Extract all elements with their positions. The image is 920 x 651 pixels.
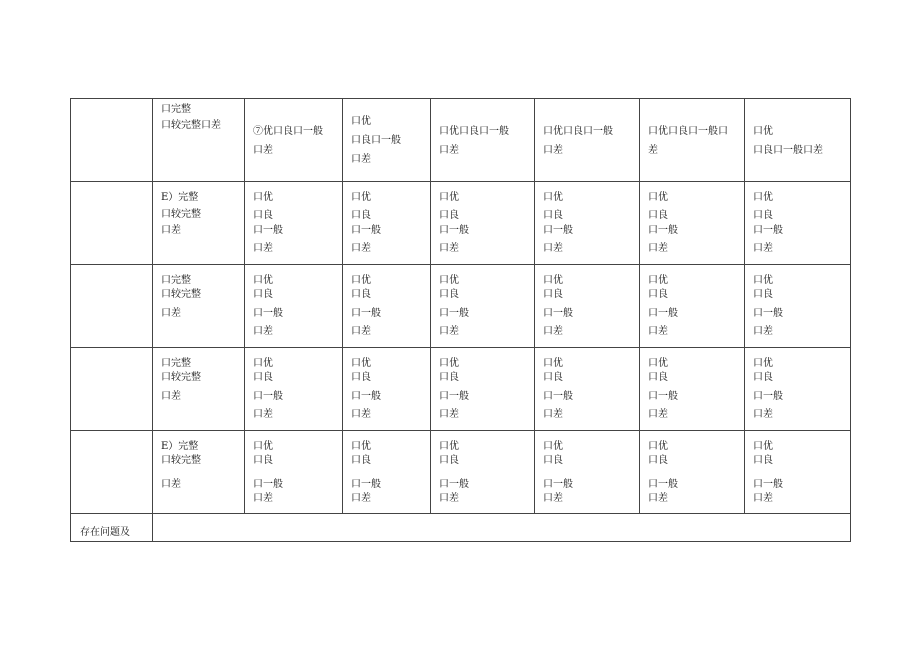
table-border-vertical	[152, 98, 153, 542]
rating-cell	[351, 98, 429, 181]
cell-line: 口良口一般	[351, 135, 401, 146]
cell-line: 口差	[253, 145, 273, 156]
cell-line: 口良	[543, 210, 563, 221]
cell-line: 口良	[253, 210, 273, 221]
rating-cell	[753, 98, 849, 181]
cell-line: 口一般	[253, 479, 283, 490]
cell-line: 口一般	[253, 225, 283, 236]
cell-line: 口优	[753, 126, 773, 137]
rating-cell	[439, 347, 533, 430]
cell-line: 口差	[253, 326, 273, 337]
cell-line: 口一般	[253, 308, 283, 319]
cell-line: 口一般	[648, 225, 678, 236]
cell-line: 口差	[648, 409, 668, 420]
cell-line: 口优	[351, 116, 371, 127]
cell-line: 口优	[648, 275, 668, 286]
rating-cell	[753, 347, 849, 430]
cell-line: 口优	[753, 275, 773, 286]
cell-line: 口差	[161, 391, 181, 402]
cell-line: 口优	[253, 275, 273, 286]
cell-line: 口优	[351, 441, 371, 452]
cell-line: 口良	[648, 289, 668, 300]
cell-line: 口优	[753, 358, 773, 369]
rating-cell	[648, 347, 743, 430]
cell-line: 口较完整	[161, 289, 201, 300]
rating-cell	[543, 347, 638, 430]
table-border-vertical	[534, 98, 535, 513]
completeness-cell	[161, 264, 241, 347]
rating-cell	[648, 430, 743, 513]
cell-line: 口一般	[753, 308, 783, 319]
cell-line: 口差	[253, 409, 273, 420]
table-border-vertical	[244, 98, 245, 513]
rating-cell	[648, 264, 743, 347]
cell-line: 口差	[648, 243, 668, 254]
cell-line: 口一般	[351, 391, 381, 402]
cell-line: 口良	[648, 210, 668, 221]
cell-line: 口差	[439, 145, 459, 156]
cell-line: 口差	[648, 326, 668, 337]
cell-line: 口一般	[753, 225, 783, 236]
cell-line: 口一般	[753, 479, 783, 490]
rating-cell	[753, 264, 849, 347]
cell-line: 口差	[543, 145, 563, 156]
cell-line: 口优	[253, 192, 273, 203]
cell-line: 口差	[543, 326, 563, 337]
cell-line: 差	[648, 145, 658, 156]
cell-line: 口良	[351, 372, 371, 383]
rating-cell	[439, 98, 533, 181]
cell-line: 口一般	[439, 479, 469, 490]
cell-line: 口一般	[543, 479, 573, 490]
table-border-vertical	[639, 98, 640, 513]
rating-cell	[543, 181, 638, 264]
cell-line: 口优	[351, 275, 371, 286]
cell-line: 口差	[161, 225, 181, 236]
cell-line: 口优	[543, 275, 563, 286]
cell-line: 口一般	[351, 308, 381, 319]
cell-line: 口优	[351, 192, 371, 203]
rating-cell	[648, 98, 743, 181]
cell-line: 口优	[439, 358, 459, 369]
table-border-horizontal	[70, 541, 851, 542]
cell-line: 口优	[648, 192, 668, 203]
cell-line: 口差	[439, 243, 459, 254]
cell-line: 口优口良口一般	[439, 126, 509, 137]
cell-line: 口差	[439, 409, 459, 420]
rating-cell	[439, 430, 533, 513]
cell-line: 口良	[439, 289, 459, 300]
cell-line: 口良	[543, 455, 563, 466]
cell-line: 口一般	[543, 308, 573, 319]
cell-line: 口良	[253, 289, 273, 300]
cell-line: 口良	[439, 210, 459, 221]
cell-line: 口良	[753, 455, 773, 466]
cell-line: E）完整	[161, 441, 199, 452]
rating-cell	[351, 347, 429, 430]
cell-line: 口差	[161, 479, 181, 490]
rating-cell	[543, 264, 638, 347]
cell-line: 口差	[543, 493, 563, 504]
cell-line: ⑦优口良口一般	[253, 126, 323, 137]
cell-line: 口良	[253, 455, 273, 466]
table-border-vertical	[70, 98, 71, 542]
cell-line: 口差	[351, 326, 371, 337]
cell-line: 口一般	[439, 308, 469, 319]
cell-line: 口良	[543, 372, 563, 383]
rating-cell	[351, 430, 429, 513]
rating-cell	[351, 264, 429, 347]
cell-line: 口优	[648, 358, 668, 369]
cell-line: 口差	[543, 243, 563, 254]
cell-line: 口差	[648, 493, 668, 504]
cell-line: 口优	[543, 358, 563, 369]
cell-line: 口一般	[351, 479, 381, 490]
cell-line: 口差	[753, 326, 773, 337]
completeness-cell	[161, 98, 241, 181]
cell-line: 口优	[351, 358, 371, 369]
rating-cell	[253, 264, 341, 347]
cell-line: 口较完整	[161, 209, 201, 220]
cell-line: 口良	[351, 455, 371, 466]
table-border-vertical	[342, 98, 343, 513]
cell-line: 口优	[753, 192, 773, 203]
cell-line: 口差	[161, 308, 181, 319]
cell-line: 口差	[753, 409, 773, 420]
cell-line: 口一般	[351, 225, 381, 236]
cell-line: 口良	[439, 455, 459, 466]
table-border-horizontal	[70, 513, 851, 514]
table-border-vertical	[430, 98, 431, 513]
cell-line: 口差	[439, 326, 459, 337]
rating-cell	[253, 98, 341, 181]
cell-line: 口良	[543, 289, 563, 300]
cell-line: 口优	[648, 441, 668, 452]
cell-line: 口差	[351, 493, 371, 504]
cell-line: 口优	[439, 192, 459, 203]
cell-line: 口差	[351, 154, 371, 165]
rating-cell	[648, 181, 743, 264]
cell-line: 口一般	[439, 391, 469, 402]
rating-cell	[439, 264, 533, 347]
rating-cell	[753, 430, 849, 513]
cell-line: 口较完整口差	[161, 120, 221, 131]
cell-line: 口良	[753, 289, 773, 300]
rating-cell	[543, 98, 638, 181]
cell-line: 口良	[351, 210, 371, 221]
completeness-cell	[161, 347, 241, 430]
cell-line: 口差	[439, 493, 459, 504]
cell-line: 口一般	[648, 391, 678, 402]
rating-cell	[543, 430, 638, 513]
cell-line: 口差	[253, 243, 273, 254]
completeness-cell	[161, 430, 241, 513]
rating-cell	[439, 181, 533, 264]
rating-cell	[253, 347, 341, 430]
cell-line: 口一般	[648, 479, 678, 490]
cell-line: 口一般	[543, 391, 573, 402]
cell-line: 口优	[753, 441, 773, 452]
cell-line: 口一般	[439, 225, 469, 236]
cell-line: 口差	[253, 493, 273, 504]
table-border-vertical	[850, 98, 851, 542]
cell-line: 口优	[439, 275, 459, 286]
cell-line: 口一般	[753, 391, 783, 402]
table-border-vertical	[744, 98, 745, 513]
cell-line: E）完整	[161, 192, 199, 203]
cell-line: 口良	[253, 372, 273, 383]
footer-label: 存在问题及	[80, 527, 130, 538]
cell-line: 口差	[753, 243, 773, 254]
cell-line: 口差	[753, 493, 773, 504]
cell-line: 口良	[753, 372, 773, 383]
completeness-cell	[161, 181, 241, 264]
cell-line: 口良	[439, 372, 459, 383]
cell-line: 口良	[648, 372, 668, 383]
cell-line: 口优口良口一般	[543, 126, 613, 137]
cell-line: 口一般	[648, 308, 678, 319]
cell-line: 口优	[543, 441, 563, 452]
cell-line: 口良口一般口差	[753, 145, 823, 156]
rating-cell	[351, 181, 429, 264]
cell-line: 口差	[351, 243, 371, 254]
cell-line: 口优	[253, 441, 273, 452]
rating-cell	[753, 181, 849, 264]
cell-line: 口完整	[161, 275, 191, 286]
cell-line: 口良	[753, 210, 773, 221]
cell-line: 口优	[253, 358, 273, 369]
cell-line: 口差	[543, 409, 563, 420]
cell-line: 口一般	[253, 391, 283, 402]
cell-line: 口较完整	[161, 455, 201, 466]
cell-line: 口完整	[161, 104, 191, 115]
cell-line: 口完整	[161, 358, 191, 369]
cell-line: 口优	[543, 192, 563, 203]
cell-line: 口较完整	[161, 372, 201, 383]
cell-line: 口差	[351, 409, 371, 420]
cell-line: 口优	[439, 441, 459, 452]
cell-line: 口优口良口一般口	[648, 126, 728, 137]
rating-cell	[253, 430, 341, 513]
cell-line: 口良	[351, 289, 371, 300]
cell-line: 口良	[648, 455, 668, 466]
rating-cell	[253, 181, 341, 264]
cell-line: 口一般	[543, 225, 573, 236]
